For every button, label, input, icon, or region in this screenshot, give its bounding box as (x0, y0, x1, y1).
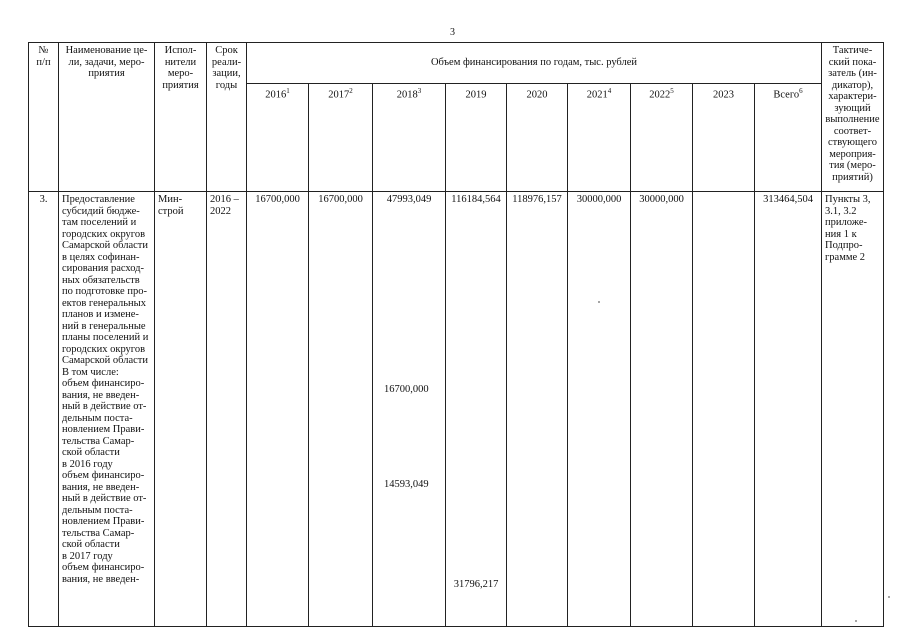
row-indicator: Пункты 3, 3.1, 3.2 приложе- ния 1 к Подпро- грамме 2 (822, 192, 884, 627)
year-2017: 2017$^2$ (309, 84, 373, 192)
header-indicator: Тактиче- ский пока- затель (ин- дикатор), характери- зующий выполнение соответ- ствующего мероприя- тия (меро- приятий) (822, 43, 884, 192)
value-2019: 116184,564 (451, 194, 501, 205)
value-2016: 16700,000 (247, 192, 309, 627)
value-2018: 47993,049 (386, 194, 432, 205)
value-2023 (693, 192, 755, 627)
value-total: 313464,504 (755, 192, 822, 627)
year-2020: 2020 (507, 84, 568, 192)
header-name: Наименование це- ли, задачи, меро- приятия (59, 43, 155, 192)
value-2019-cell (446, 192, 507, 627)
scan-speck (855, 620, 857, 622)
header-num: № п/п (29, 43, 59, 192)
scan-speck (888, 596, 890, 598)
row-sub3: объем финансиро- вания, не введен- (62, 562, 145, 585)
year-2019: 2019 (446, 84, 507, 192)
row-term: 2016 – 2022 (207, 192, 247, 627)
row-num: 3. (29, 192, 59, 627)
year-2022: 2022$^5$ (631, 84, 693, 192)
value-2018-cell (373, 192, 446, 627)
sub2-value-2018: 14593,049 (384, 479, 429, 490)
row-sub2: объем финансиро- вания, не введен- ный в действие от- дельным поста- новлением Прави- тельства Самар- ской области в 2017 году (62, 470, 147, 562)
year-2023: 2023 (693, 84, 755, 192)
year-2021: 2021$^4$ (568, 84, 631, 192)
sub3-value-2019: 31796,217 (453, 579, 499, 590)
value-2020: 118976,157 (507, 192, 568, 627)
funding-table (28, 42, 884, 627)
header-term: Срок реали- зации, годы (207, 43, 247, 192)
year-2018: 2018$^3$ (373, 84, 446, 192)
row-executor: Мин- строй (155, 192, 207, 627)
page-number: 3 (450, 27, 455, 38)
header-funding: Объем финансирования по годам, тыс. рублей (247, 43, 822, 84)
row-sub1: объем финансиро- вания, не введен- ный в действие от- дельным поста- новлением Прави- тельства Самар- ской области в 2016 году (62, 378, 147, 470)
value-2017: 16700,000 (309, 192, 373, 627)
table-row (29, 192, 884, 627)
value-2022: 30000,000 (631, 192, 693, 627)
header-executor: Испол- нители меро- приятия (155, 43, 207, 192)
value-2021: 30000,000 (568, 192, 631, 627)
scan-speck (598, 301, 600, 303)
row-name-cell (59, 192, 155, 627)
year-total: Всего$^6$ (755, 84, 822, 192)
row-name: Предоставление субсидий бюдже- там поселений и городских округов Самарской области в целях софинан- сирования расход- ных обязательств по подготовке про- ектов генеральных планов и измене- ний в генеральные планы поселений и городских округов Самарской области В том числе: (62, 194, 149, 378)
header-row (29, 43, 884, 84)
year-2016: 2016$^1$ (247, 84, 309, 192)
sub1-value-2018: 16700,000 (384, 384, 429, 395)
